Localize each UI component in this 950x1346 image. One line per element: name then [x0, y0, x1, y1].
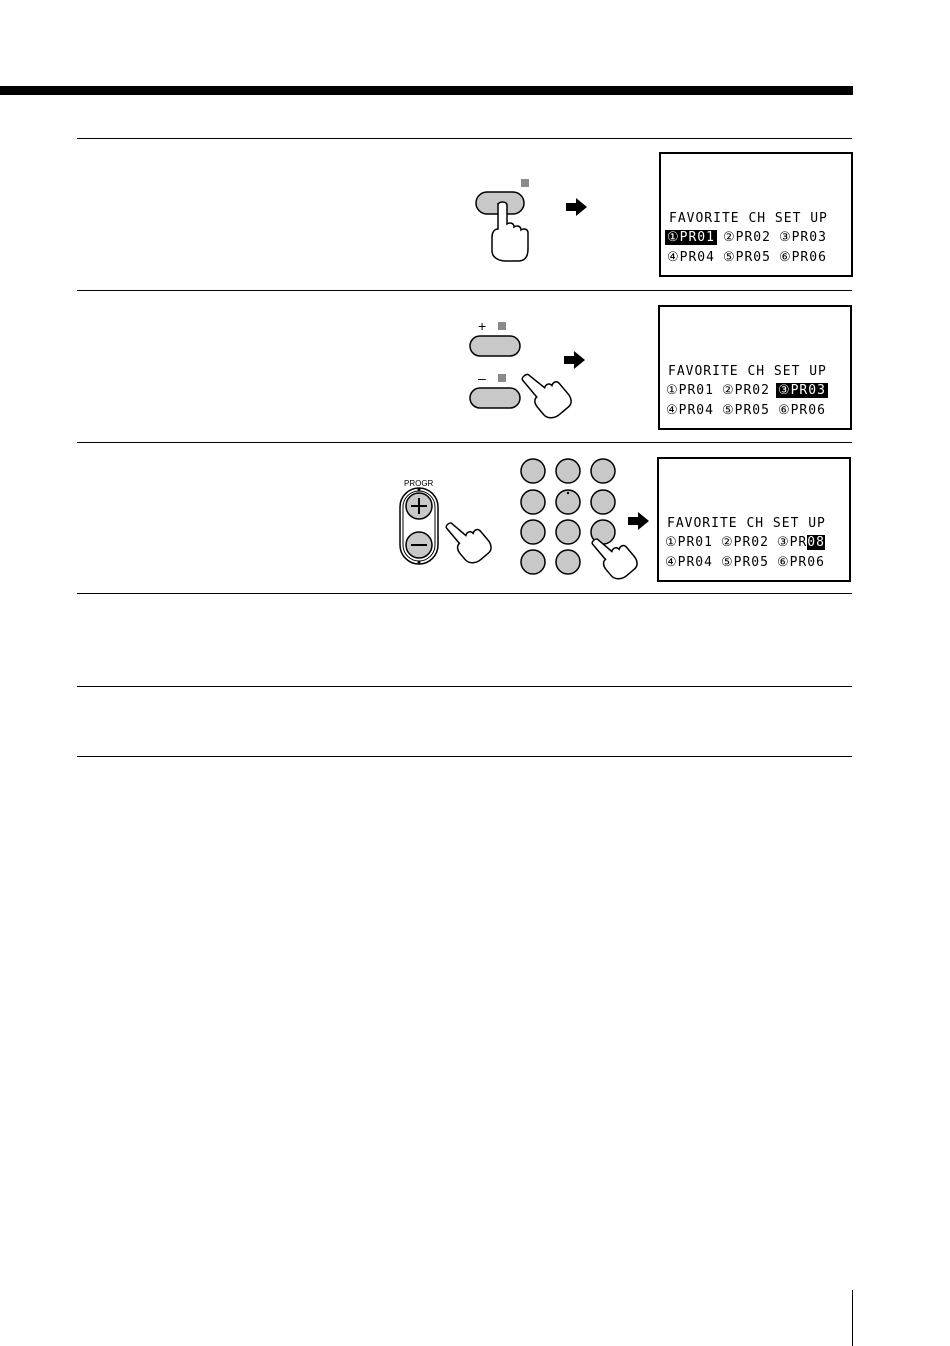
step1-button-illustration — [470, 175, 540, 260]
keypad-button — [521, 490, 545, 514]
slot-2: ②PR02 — [722, 230, 771, 245]
slot-5: ⑤PR05 — [722, 250, 771, 265]
slot-1: ①PR01 — [666, 383, 714, 398]
hand-pointer-icon — [517, 362, 575, 423]
right-arrow-icon — [566, 198, 588, 216]
osd-row-2 — [664, 403, 832, 418]
slot-2: ②PR02 — [721, 383, 770, 398]
number-keypad-illustration — [518, 456, 630, 581]
divider-6 — [77, 756, 852, 757]
divider-3 — [77, 442, 852, 443]
page-edge-rule — [852, 1290, 853, 1346]
slot-4: ④PR04 — [666, 403, 714, 418]
slot-5: ⑤PR05 — [720, 555, 769, 570]
osd-row-2 — [665, 250, 833, 265]
right-arrow-icon — [564, 351, 586, 369]
plus-marker-square — [498, 322, 506, 330]
slot-3-highlighted: ③PR03 — [777, 383, 826, 398]
plus-button — [470, 336, 520, 356]
osd-screen-2 — [658, 305, 852, 430]
divider-5 — [77, 686, 852, 687]
divider-2 — [77, 290, 852, 291]
slot-5: ⑤PR05 — [721, 403, 770, 418]
keypad-button — [521, 459, 545, 483]
keypad-button — [521, 550, 545, 574]
osd-screen-3 — [657, 457, 851, 582]
osd-row-1 — [663, 535, 831, 550]
divider-4 — [77, 593, 852, 594]
slot-6: ⑥PR06 — [778, 250, 827, 265]
hand-pointer-icon — [441, 511, 495, 567]
slot-4: ④PR04 — [665, 555, 713, 570]
osd-title: FAVORITE CH SET UP — [667, 516, 826, 531]
keypad-button — [556, 459, 580, 483]
slot-3-editing: ③PR08 — [776, 535, 825, 550]
slot-3: ③PR03 — [778, 230, 827, 245]
progr-label: PROGR — [404, 479, 434, 488]
minus-label: – — [478, 370, 486, 386]
keypad-button — [556, 550, 580, 574]
marker-square — [521, 179, 529, 187]
divider-1 — [77, 138, 852, 139]
right-arrow-icon — [628, 512, 650, 530]
osd-row-2 — [663, 555, 831, 570]
slot-1-highlighted: ①PR01 — [667, 230, 715, 245]
osd-row-1 — [665, 230, 833, 245]
slot-1: ①PR01 — [665, 535, 713, 550]
osd-screen-1 — [659, 152, 853, 277]
step2-plus-minus-illustration — [466, 318, 576, 418]
slot-2: ②PR02 — [720, 535, 769, 550]
slot-6: ⑥PR06 — [777, 403, 826, 418]
osd-title: FAVORITE CH SET UP — [669, 211, 828, 226]
keypad-button — [591, 490, 615, 514]
osd-row-1 — [664, 383, 832, 398]
header-bar — [0, 86, 853, 95]
keypad-button — [521, 520, 545, 544]
keypad-button — [556, 520, 580, 544]
slot-4: ④PR04 — [667, 250, 715, 265]
progr-rocker-illustration — [398, 486, 493, 571]
osd-title: FAVORITE CH SET UP — [668, 364, 827, 379]
plus-label: + — [478, 318, 487, 334]
keypad-button — [591, 459, 615, 483]
edited-digits: 08 — [807, 535, 825, 550]
minus-button — [470, 388, 520, 408]
minus-marker-square — [498, 374, 506, 382]
slot-6: ⑥PR06 — [776, 555, 825, 570]
